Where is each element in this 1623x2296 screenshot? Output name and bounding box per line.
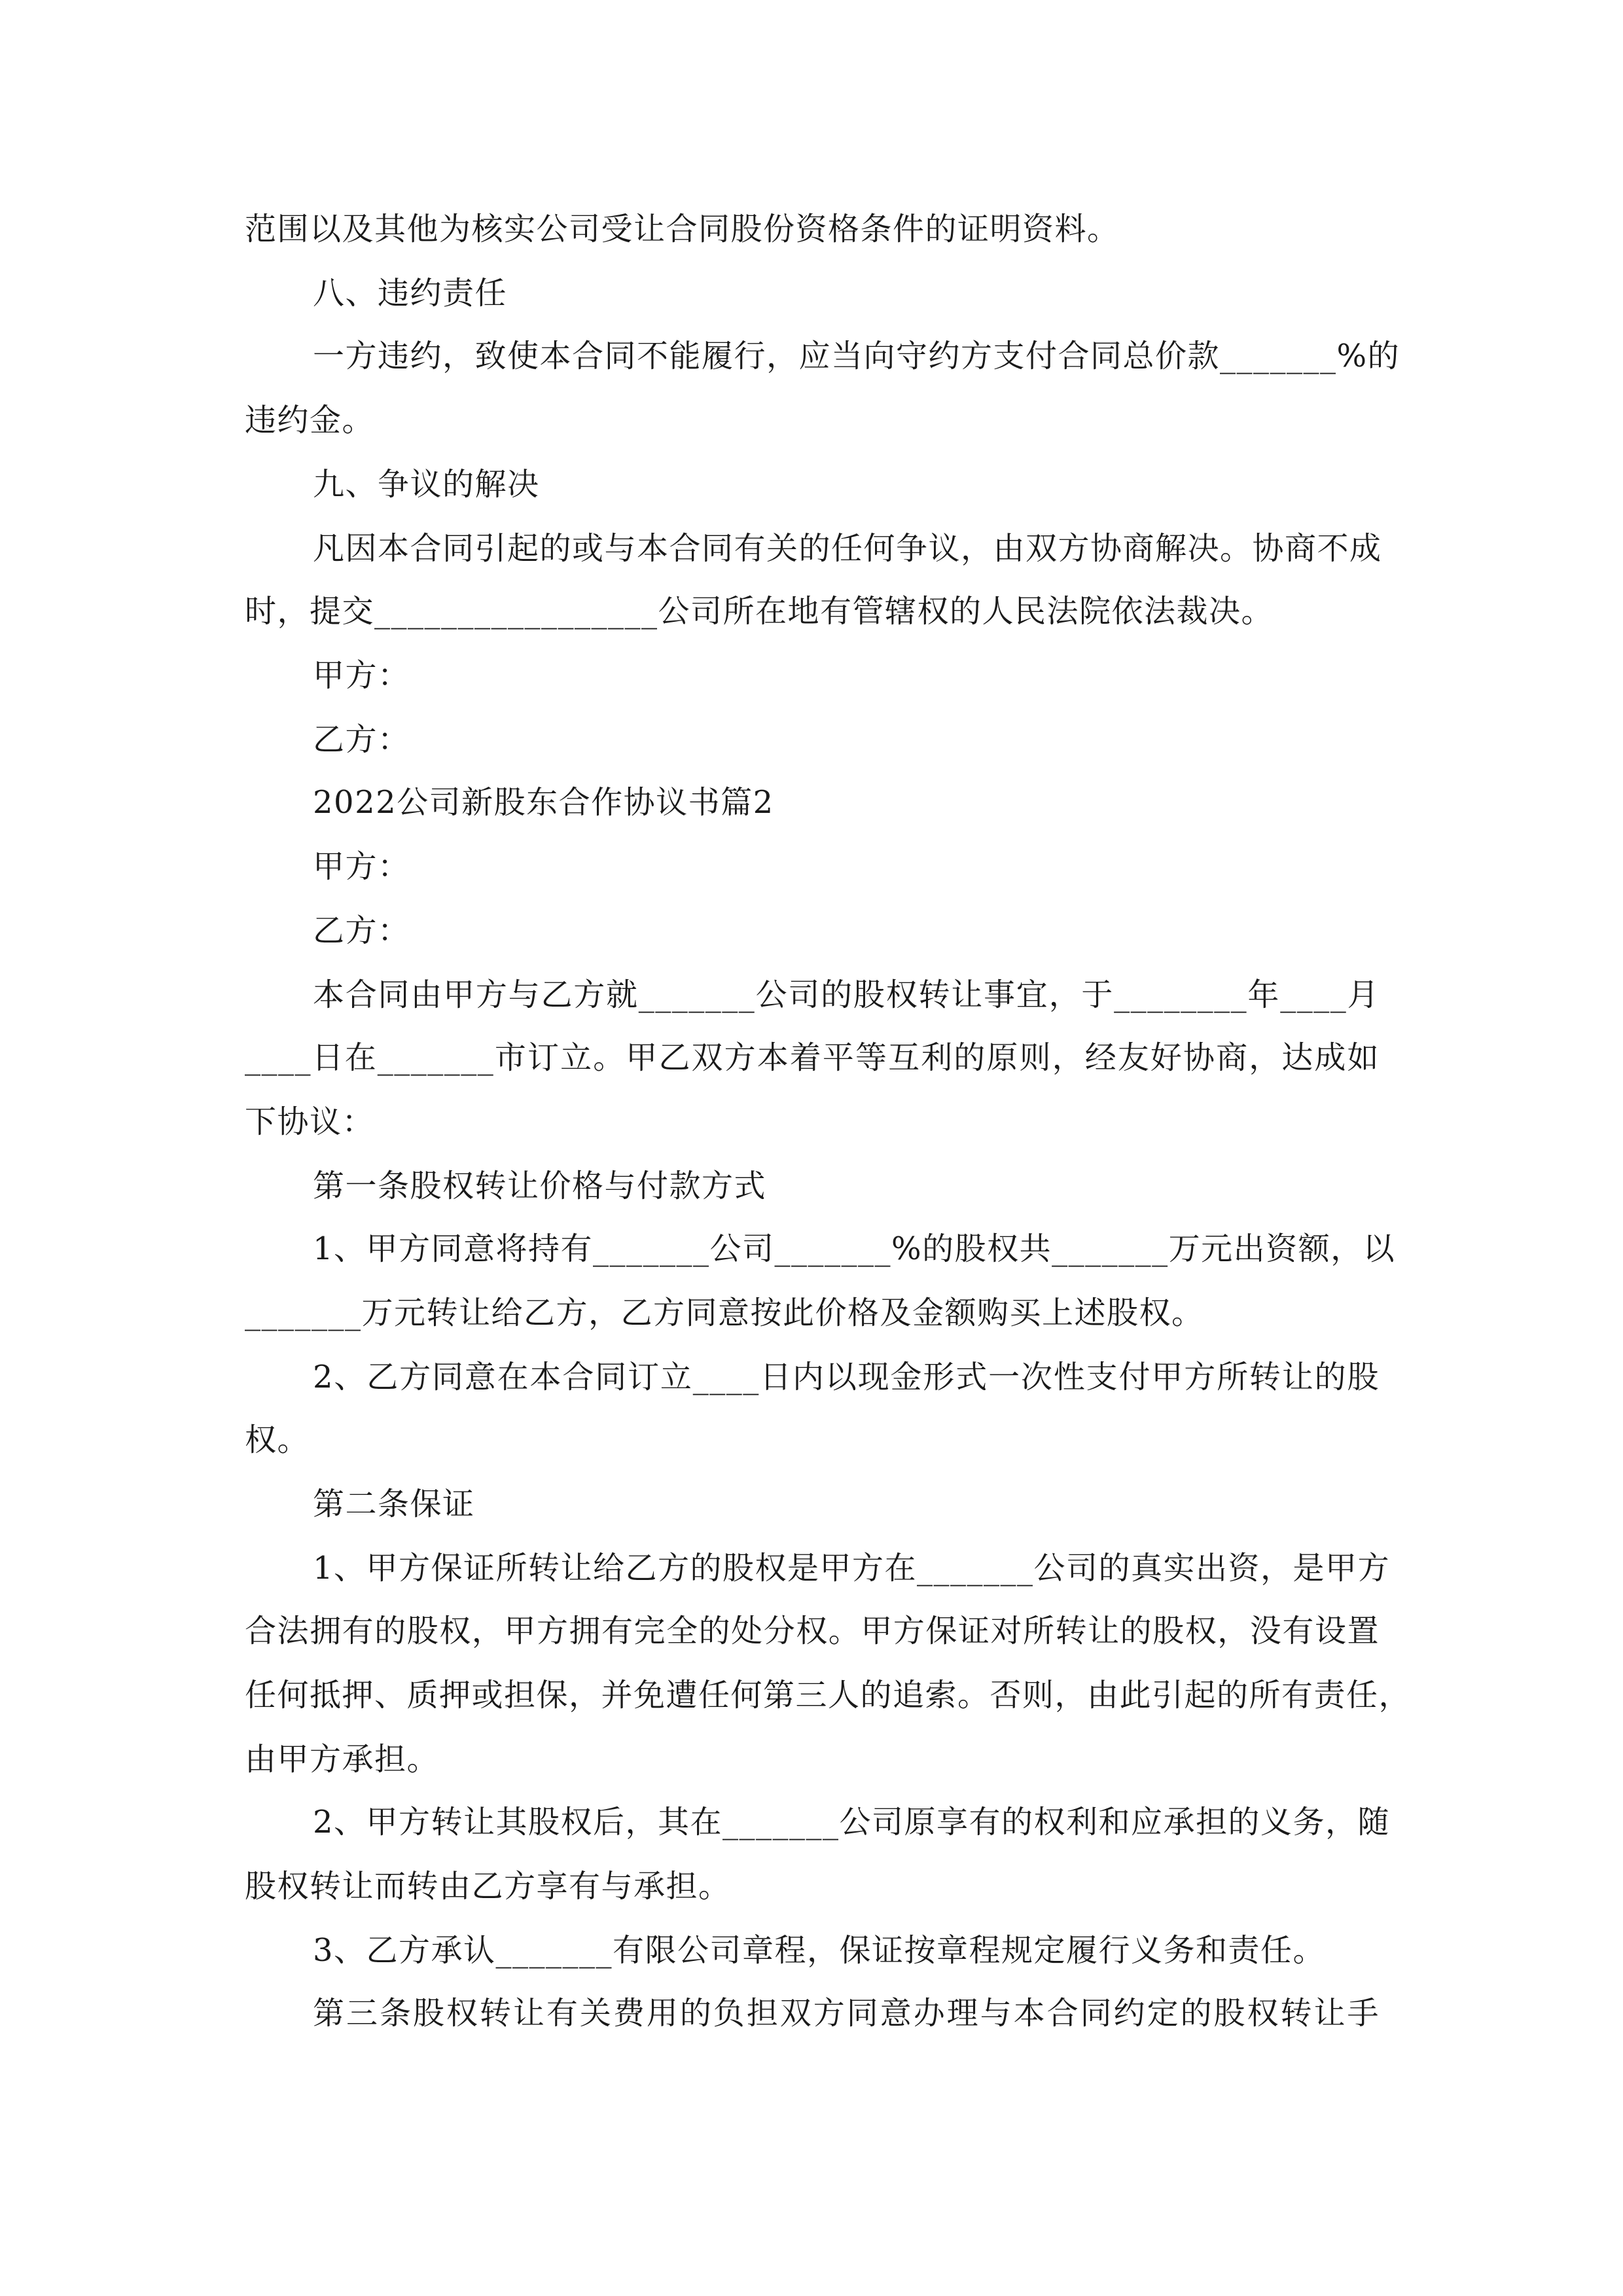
- text-line: 3、乙方承认_______有限公司章程，保证按章程规定履行义务和责任。: [313, 1932, 1326, 1969]
- text-line: 2、乙方同意在本合同订立____日内以现金形式一次性支付甲方所转让的股: [313, 1359, 1380, 1395]
- text-line: 第三条股权转让有关费用的负担双方同意办理与本合同约定的股权转让手: [313, 1995, 1380, 2032]
- text-line: 下协议：: [245, 1103, 375, 1140]
- text-line: 1、甲方保证所转让给乙方的股权是甲方在_______公司的真实出资，是甲方: [313, 1550, 1391, 1587]
- text-line: 时，提交_________________公司所在地有管辖权的人民法院依法裁决。: [245, 593, 1274, 630]
- section-heading-guarantee: 第二条保证: [313, 1486, 475, 1522]
- text-line: 凡因本合同引起的或与本合同有关的任何争议，由双方协商解决。协商不成: [313, 530, 1382, 567]
- text-line: 违约金。: [245, 402, 375, 439]
- party-a-label: 甲方：: [313, 848, 410, 885]
- text-line: 权。: [245, 1422, 310, 1458]
- section-heading-price: 第一条股权转让价格与付款方式: [313, 1168, 767, 1204]
- article-title: 2022公司新股东合作协议书篇2: [313, 784, 774, 821]
- text-line: 股权转让而转由乙方享有与承担。: [245, 1868, 731, 1905]
- text-line: 范围以及其他为核实公司受让合同股份资格条件的证明资料。: [245, 211, 1120, 247]
- party-b-label: 乙方：: [313, 912, 410, 949]
- party-b-label: 乙方：: [313, 721, 410, 758]
- party-a-label: 甲方：: [313, 657, 410, 694]
- text-line: 1、甲方同意将持有_______公司_______%的股权共_______万元出资额，以: [313, 1230, 1396, 1267]
- text-line: 任何抵押、质押或担保，并免遭任何第三人的追索。否则，由此引起的所有责任，: [245, 1677, 1412, 1713]
- section-heading-dispute: 九、争议的解决: [313, 466, 540, 503]
- text-line: _______万元转让给乙方，乙方同意按此价格及金额购买上述股权。: [245, 1295, 1204, 1331]
- text-line: 2、甲方转让其股权后，其在_______公司原享有的权利和应承担的义务，随: [313, 1804, 1391, 1840]
- text-line: 一方违约，致使本合同不能履行，应当向守约方支付合同总价款_______%的: [313, 338, 1400, 374]
- text-line: 本合同由甲方与乙方就_______公司的股权转让事宜，于________年____月: [313, 977, 1380, 1013]
- text-line: 合法拥有的股权，甲方拥有完全的处分权。甲方保证对所转让的股权，没有设置: [245, 1613, 1380, 1649]
- section-heading-breach: 八、违约责任: [313, 275, 508, 312]
- text-line: ____日在_______市订立。甲乙双方本着平等互利的原则，经友好协商，达成如: [245, 1039, 1380, 1076]
- text-line: 由甲方承担。: [245, 1741, 440, 1778]
